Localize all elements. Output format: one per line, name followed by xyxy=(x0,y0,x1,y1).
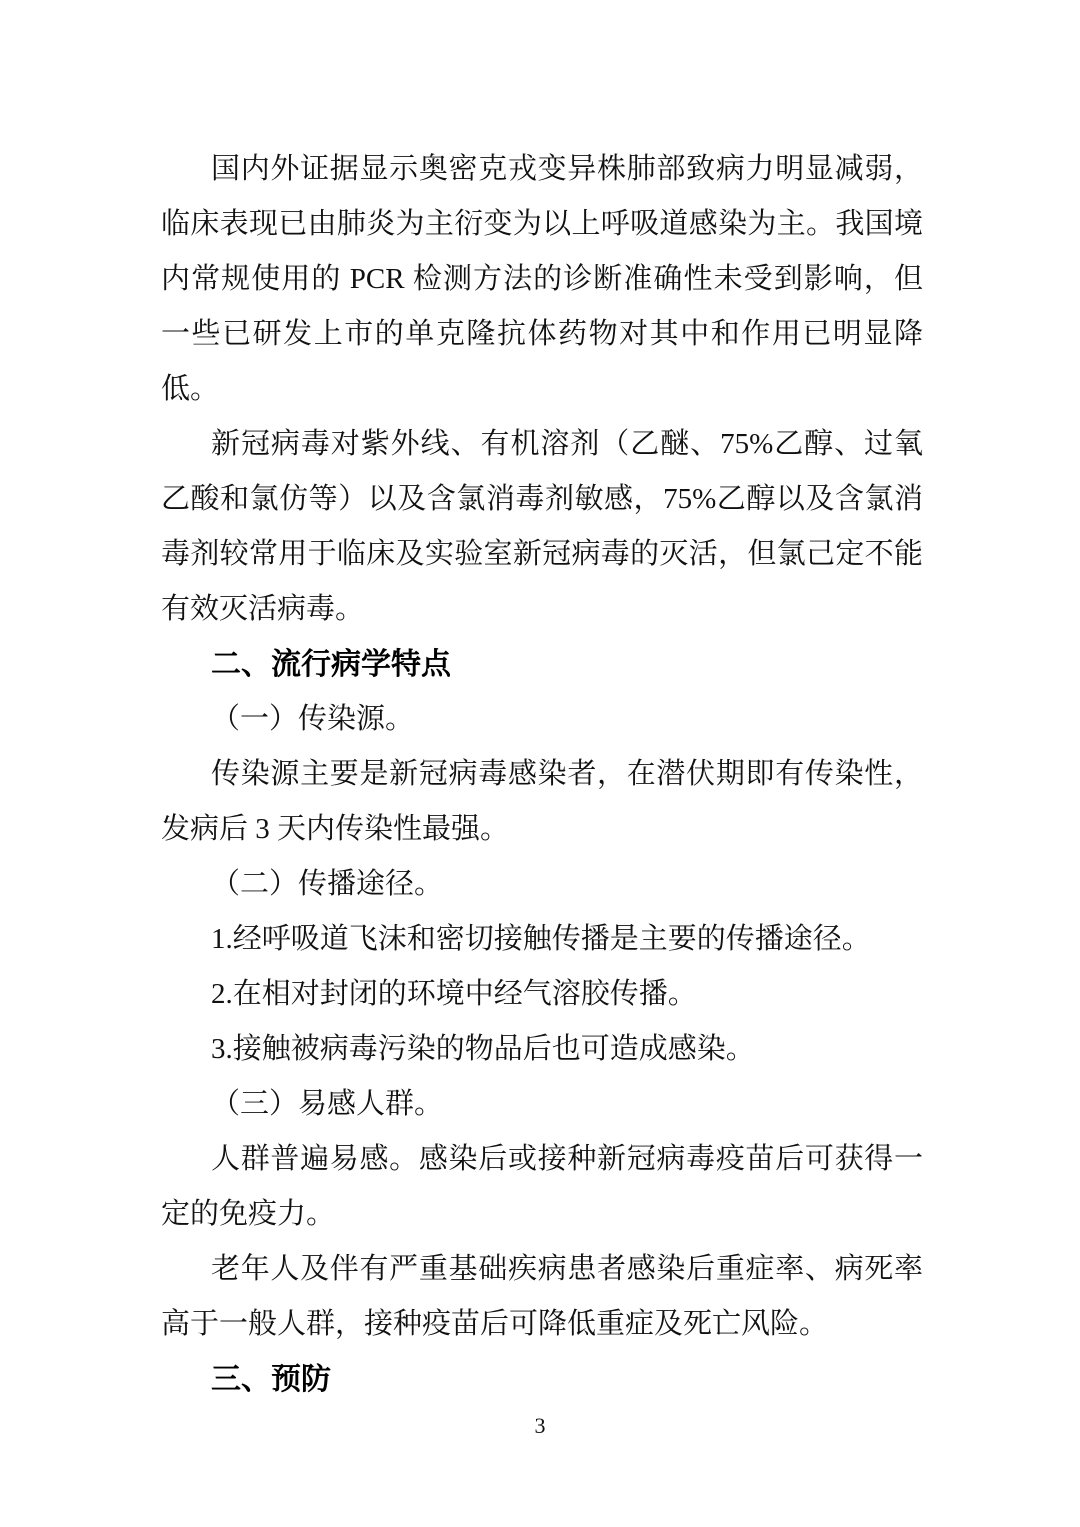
section-heading-epidemiology: 二、流行病学特点 xyxy=(211,648,451,681)
page-number: 3 xyxy=(534,1413,546,1438)
list-item-droplet-transmission: 1.经呼吸道飞沫和密切接触传播是主要的传播途径。 xyxy=(211,923,871,955)
paragraph-infection-source: 传染源主要是新冠病毒感染者，在潜伏期即有传染性，发病后 3 天内传染性最强。 xyxy=(161,758,923,845)
section-heading-prevention: 三、预防 xyxy=(211,1363,331,1396)
document-body xyxy=(161,142,923,1407)
list-item-aerosol-transmission: 2.在相对封闭的环境中经气溶胶传播。 xyxy=(211,978,697,1010)
subheading-susceptible-population: （三）易感人群。 xyxy=(211,1088,444,1120)
page-footer xyxy=(0,1410,1080,1442)
list-item-contact-transmission: 3.接触被病毒污染的物品后也可造成感染。 xyxy=(211,1033,755,1065)
subheading-transmission-routes: （二）传播途径。 xyxy=(211,868,444,900)
paragraph-elderly-risk: 老年人及伴有严重基础疾病患者感染后重症率、病死率高于一般人群，接种疫苗后可降低重症及死亡风险。 xyxy=(161,1253,923,1340)
subheading-infection-source: （一）传染源。 xyxy=(211,703,415,735)
paragraph-omicron-pathogenicity: 国内外证据显示奥密克戎变异株肺部致病力明显减弱，临床表现已由肺炎为主衍变为以上呼吸道感染为主。我国境内常规使用的 PCR 检测方法的诊断准确性未受到影响，但一些已研发上市的单克隆抗体药物对其中和作用已明显降低。 xyxy=(161,153,923,405)
paragraph-disinfectant-sensitivity: 新冠病毒对紫外线、有机溶剂（乙醚、75%乙醇、过氧乙酸和氯仿等）以及含氯消毒剂敏感，75%乙醇以及含氯消毒剂较常用于临床及实验室新冠病毒的灭活，但氯己定不能有效灭活病毒。 xyxy=(161,428,923,625)
paragraph-susceptible-population: 人群普遍易感。感染后或接种新冠病毒疫苗后可获得一定的免疫力。 xyxy=(161,1143,923,1230)
